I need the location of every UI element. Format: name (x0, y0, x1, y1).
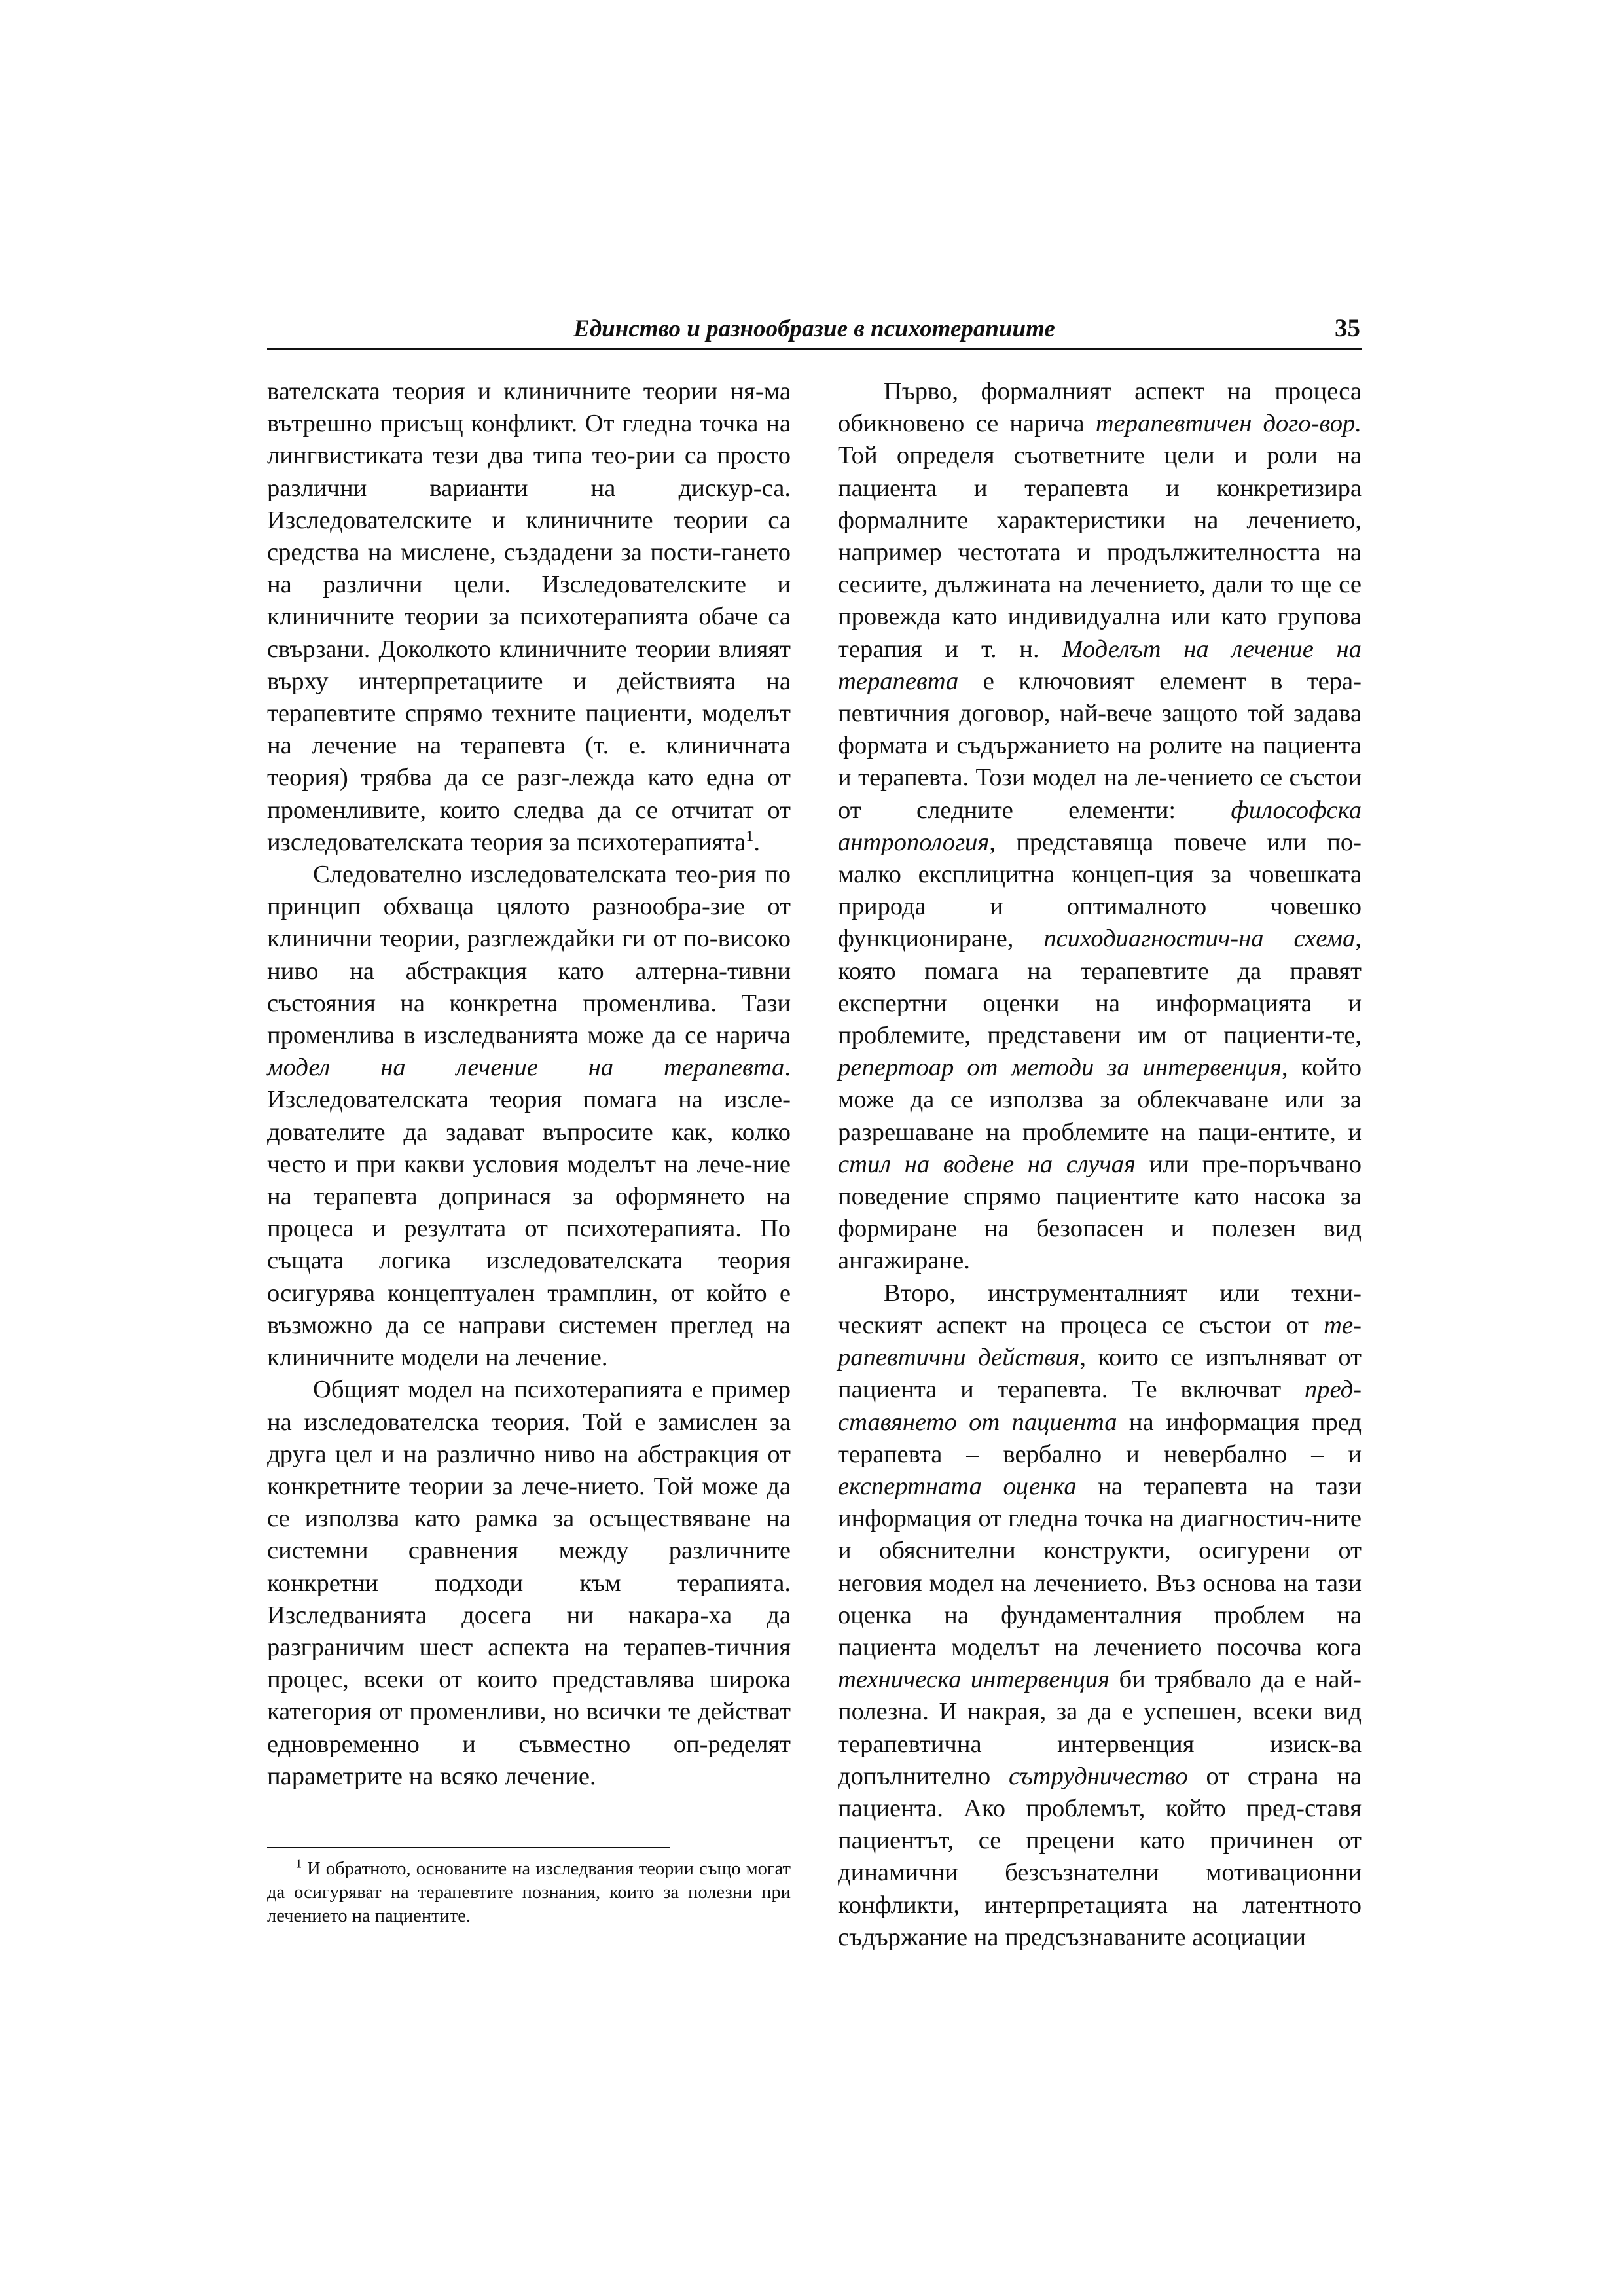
text-run: , които се изпълняват от пациента и терапевта. Те включват (838, 1344, 1362, 1404)
italic-term: психодиагностич-на схема (1043, 925, 1356, 953)
text-run: или пре-поръчвано поведение спрямо пациентите като насока за формиране на безопасен и полезен вид ангажиране. (838, 1150, 1362, 1275)
footnote (267, 1857, 791, 1928)
text-run: от страна на пациента. Ако проблемът, който пред-ставя пациентът, се прецени като причинен от динамични безсъзнателни мотивационни конфликти, интерпретацията на латентното съдържание на предсъзнаваните асоциации (838, 1762, 1362, 1951)
left-column (267, 376, 791, 1793)
footnote-reference: 1 (746, 827, 754, 845)
text-run: Първо, формалният аспект на процеса обикновено се нарича (838, 378, 1362, 438)
text-run: на терапевта на тази информация от гледна точка на диагностич-ните и обяснителни конструкти, осигурени от неговия модел на лечението. Въз основа на тази оценка на фундаменталния проблем на пациента моделът на лечението посочва кога (838, 1472, 1362, 1661)
italic-term: експертната оценка (838, 1472, 1077, 1500)
text-run: Той определя съответните цели и роли на пациента и терапевта и конкретизира формалните характеристики на лечението, например честотата и продължителността на сесиите, дължината на лечението, дали то ще се провежда като индивидуална или като групова терапия и т. н. (838, 442, 1362, 663)
italic-term: сътрудничество (1008, 1762, 1188, 1790)
paragraph: Общият модел на психотерапията е пример на изследователска теория. Той е замислен за друга цел и на различно ниво на абстракция от конкретните теории за лече-нието. Той може да се използва като рамка за осъществяване на системни сравнения между различните конкретни подходи към терапията. Изследванията досега ни накара-ха да разграничим шест аспекта на терапев-тичния процес, всеки от които представлява широка категория от променливи, но всички те действат едновременно и съвместно оп-ределят параметрите на всяко лечение. (267, 1376, 791, 1790)
italic-term: пред-ставянето от пациента (838, 1376, 1362, 1436)
text-run: на информация пред терапевта – вербално и невербално – и (838, 1408, 1362, 1468)
running-title: Единство и разнообразие в психотерапиите (573, 315, 1055, 342)
italic-term: техническа интервенция (838, 1666, 1110, 1694)
text-run: . (753, 828, 761, 856)
text-run: Второ, инструменталният или техни-ческият аспект на процеса се състои от (838, 1279, 1362, 1339)
italic-term: репертоар от методи за интервенция (838, 1054, 1282, 1082)
footnote-text (267, 1857, 791, 1928)
text-run: би трябвало да е най-полезна. И накрая, за да е успешен, всеки вид терапевтична интервенция изиск-ва допълнително (838, 1666, 1362, 1790)
italic-term: терапевтичен дого-вор. (1095, 410, 1362, 438)
right-column (838, 376, 1362, 1954)
footnote-mark: 1 (296, 1857, 302, 1871)
text-run: е ключовият елемент в тера-певтичния договор, най-вече защото той задава формата и съдържанието на ролите на пациента и терапевта. Този модел на ле-чението се състои от следните елементи: (838, 667, 1362, 824)
text-run: , който може да се използва за облекчаване или за разрешаване на проблемите на паци-ентите, и (838, 1054, 1362, 1146)
paragraph (838, 376, 1362, 1278)
text-run: , представяща повече или по-малко експлицитна концеп-ция за човешката природа и оптималното човешко функциониране, (838, 828, 1362, 953)
running-header (267, 312, 1362, 350)
paragraph (838, 1278, 1362, 1954)
text-run: вателската теория и клиничните теории ня-ма вътрешно присъщ конфликт. От гледна точка на лингвистиката тези два типа тео-рии са просто различни варианти на дискур-са. Изследователските и клиничните теории са средства на мислене, създадени за пости-гането на различни цели. Изследователските и клиничните теории за психотерапията обаче са свързани. Доколкото клиничните теории влияят върху интерпретациите и действията на терапевтите спрямо техните пациенти, моделът на лечение на терапевта (т. е. клиничната теория) трябва да се разг-лежда като една от променливите, които следва да се отчитат от изследователската теория за психотерапията (267, 378, 791, 856)
footnote-divider (267, 1847, 670, 1848)
italic-term: философска антропология (838, 796, 1362, 856)
page-number: 35 (1335, 314, 1360, 342)
italic-term: те-рапевтични действия (838, 1311, 1362, 1372)
italic-term: стил на водене на случая (838, 1150, 1136, 1178)
italic-term: Моделът на лечение на терапевта (838, 635, 1362, 695)
text-run: , която помага на терапевтите да правят експертни оценки на информацията и проблемите, представени им от пациенти-те, (838, 925, 1362, 1050)
paragraph (267, 376, 791, 859)
text-run: . Изследователската теория помага на изсле-дователите да задават въпросите как, колко често и при какви условия моделът на лече-ние на терапевта допринася за оформянето на процеса и резултата от психотерапията. По същата логика изследователската теория осигурява концептуален трамплин, от който е възможно да се направи системен преглед на клиничните модели на лечение. (267, 1054, 791, 1372)
text-run: Следователно изследователската тео-рия по принцип обхваща цялото разнообра-зие от клинични теории, разглеждайки ги от по-високо ниво на абстракция като алтерна-тивни състояния на конкретна променлива. Тази променлива в изследванията може да се нарича (267, 861, 791, 1050)
paragraph (267, 859, 791, 1374)
text-run: И обратното, основаните на изследвания теории също могат да осигуряват на терапевтите познания, които за полезни при лечението на пациентите. (267, 1859, 791, 1926)
italic-term: модел на лечение на терапевта (267, 1054, 785, 1082)
